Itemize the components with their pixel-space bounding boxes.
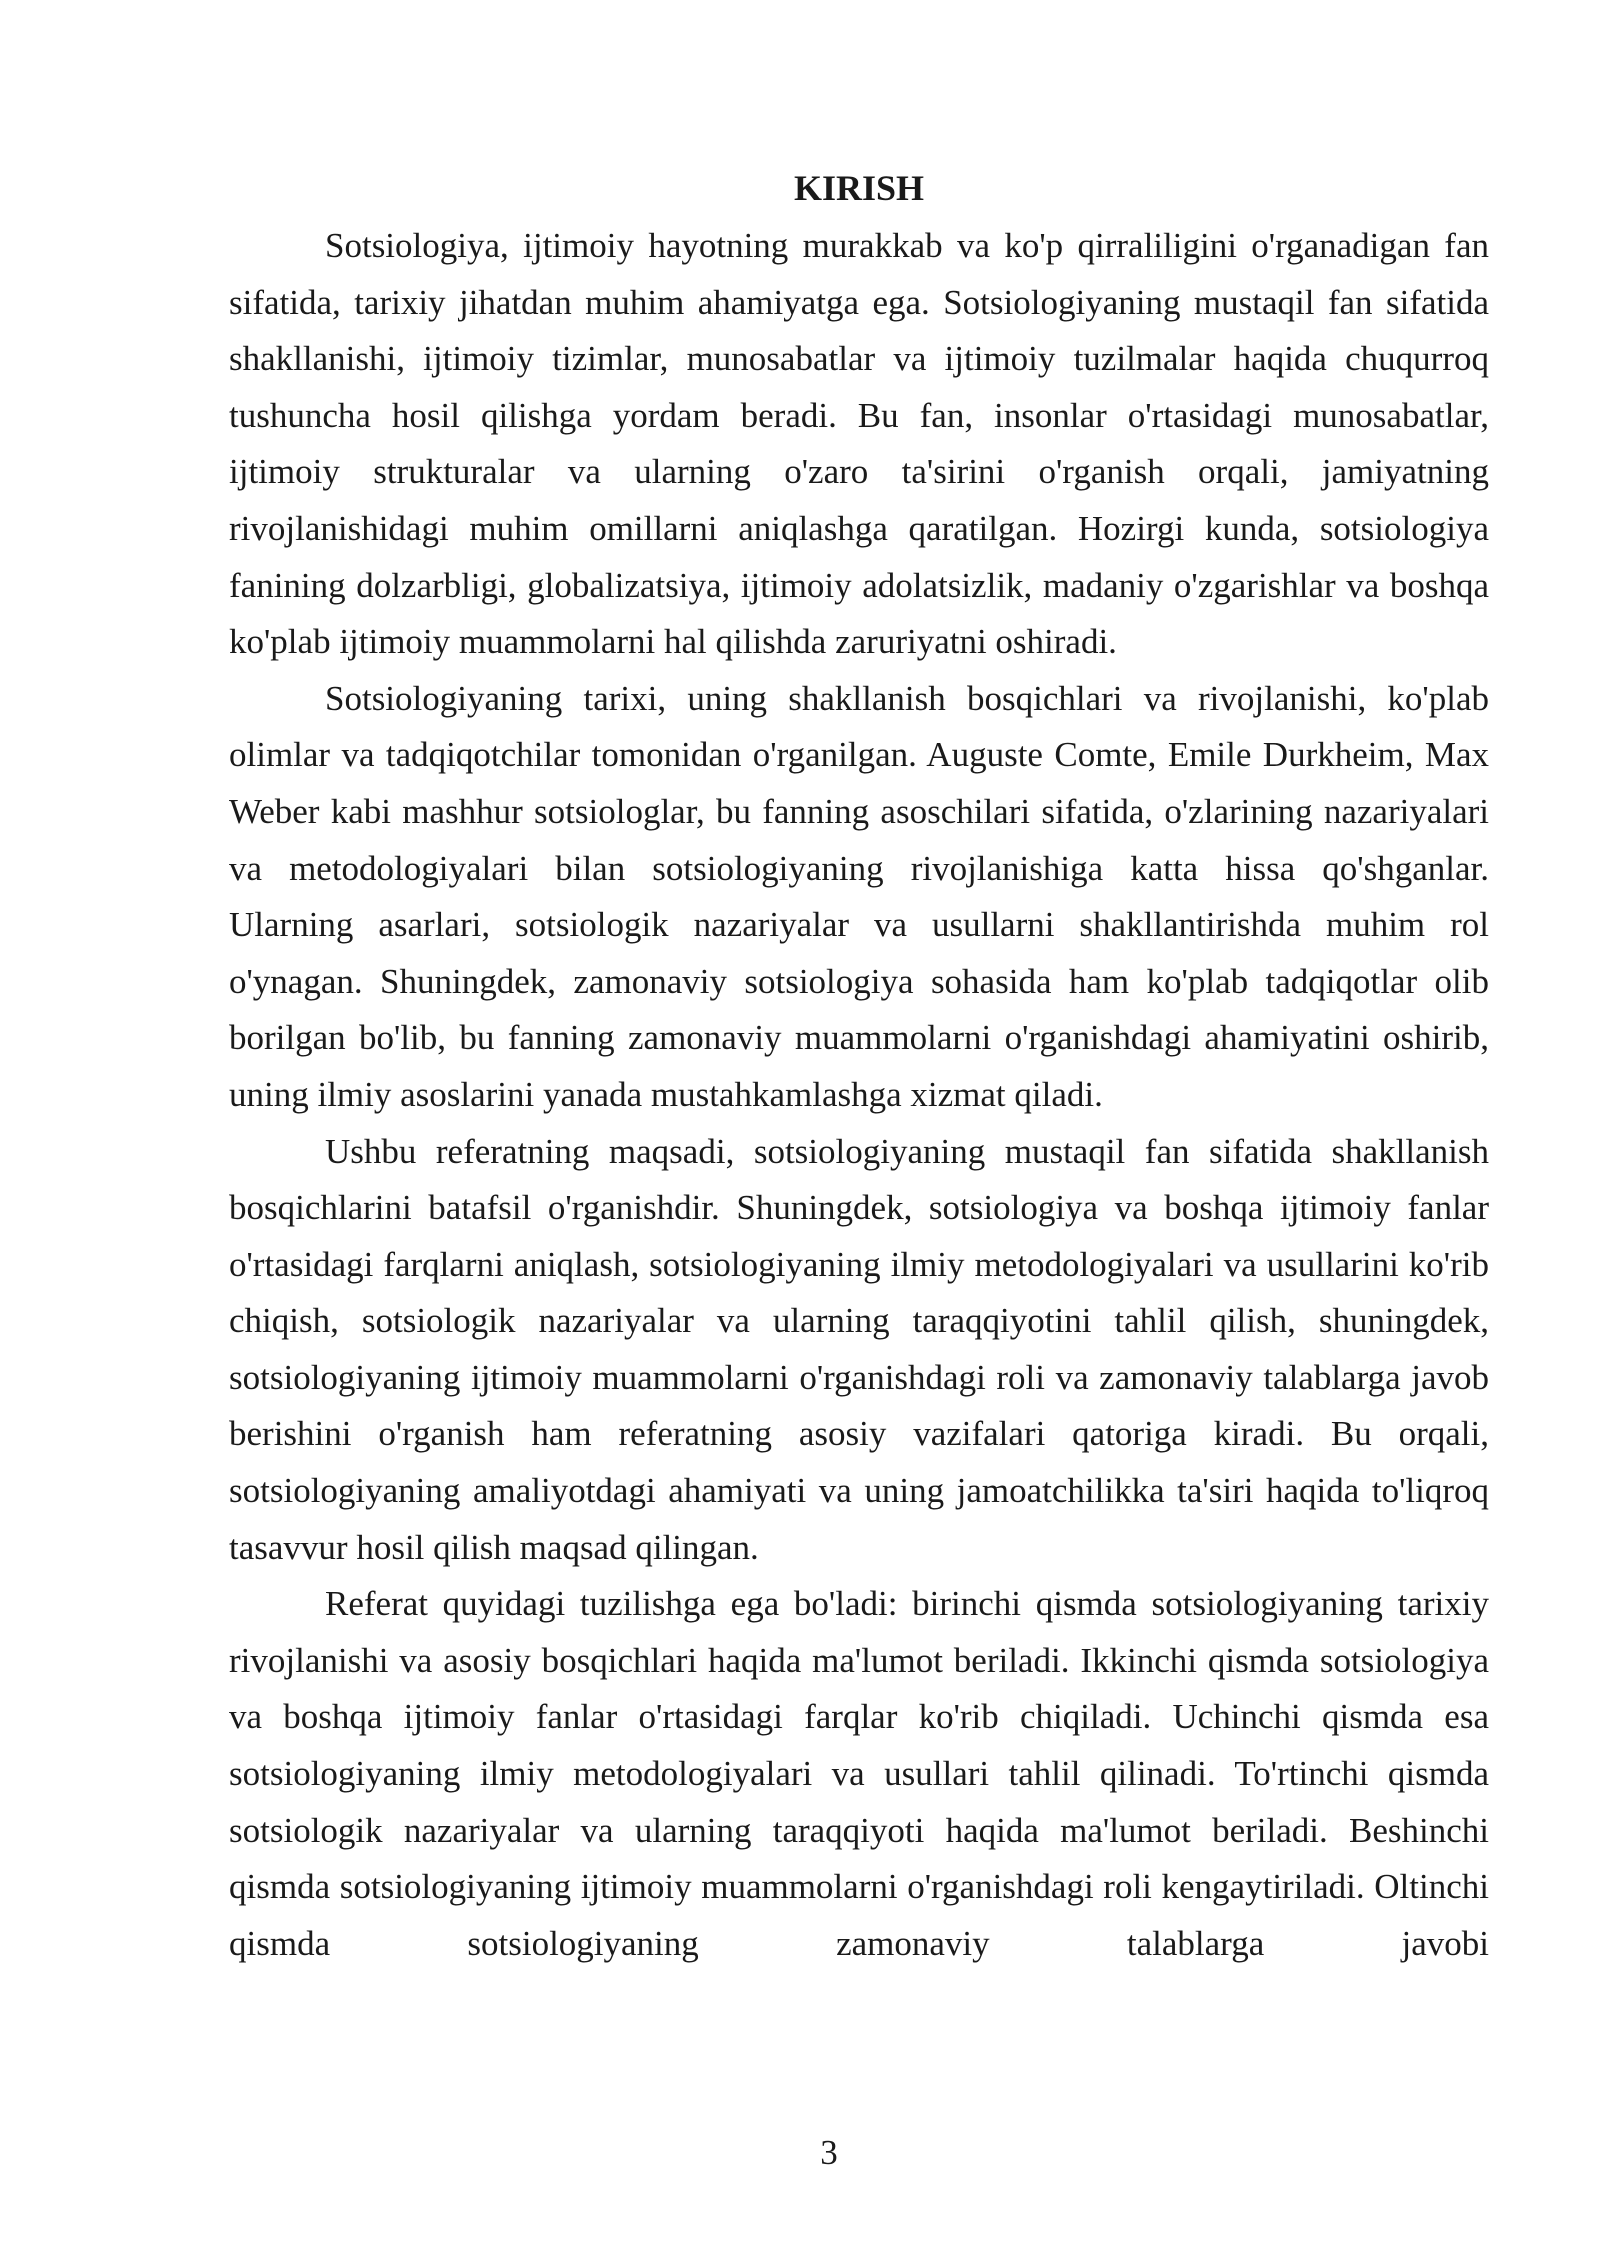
section-title: KIRISH: [793, 168, 925, 208]
paragraph-purpose: Ushbu referatning maqsadi, sotsiologiyaning mustaqil fan sifatida shakllanish bosqichlarini batafsil o'rganishdir. Shuningdek, sotsiologiya va boshqa ijtimoiy fanlar o'rtasidagi farqlarni aniqlash, sotsiologiyaning ilmiy metodologiyalari va usullarini ko'rib chiqish, sotsiologik nazariyalar va ularning taraqqiyotini tahlil qilish, shuningdek, sotsiologiyaning ijtimoiy muammolarni o'rganishdagi roli va zamonaviy talablarga javob berishini o'rganish ham referatning asosiy vazifalari qatoriga kiradi. Bu orqali, sotsiologiyaning amaliyotdagi ahamiyati va uning jamoatchilikka ta'siri haqida to'liqroq tasavvur hosil qilish maqsad qilingan.: [229, 1131, 1489, 1567]
paragraph-history: Sotsiologiyaning tarixi, uning shakllanish bosqichlari va rivojlanishi, ko'plab olimlar va tadqiqotchilar tomonidan o'rganilgan. Auguste Comte, Emile Durkheim, Max Weber kabi mashhur sotsiologlar, bu fanning asoschilari sifatida, o'zlarining nazariyalari va metodologiyalari bilan sotsiologiyaning rivojlanishiga katta hissa qo'shganlar. Ularning asarlari, sotsiologik nazariyalar va usullarni shakllantirishda muhim rol o'ynagan. Shuningdek, zamonaviy sotsiologiya sohasida ham ko'plab tadqiqotlar olib borilgan bo'lib, bu fanning zamonaviy muammolarni o'rganishdagi ahamiyatini oshirib, uning ilmiy asoslarini yanada mustahkamlashga xizmat qiladi.: [229, 678, 1489, 1114]
page-number: 3: [820, 2133, 838, 2172]
document-page: [229, 160, 1489, 1972]
paragraph-structure: Referat quyidagi tuzilishga ega bo'ladi: birinchi qismda sotsiologiyaning tarixiy rivojlanishi va asosiy bosqichlari haqida ma'lumot beriladi. Ikkinchi qismda sotsiologiya va boshqa ijtimoiy fanlar o'rtasidagi farqlar ko'rib chiqiladi. Uchinchi qismda esa sotsiologiyaning ilmiy metodologiyalari va usullari tahlil qilinadi. To'rtinchi qismda sotsiologik nazariyalar va ularning taraqqiyoti haqida ma'lumot beriladi. Beshinchi qismda sotsiologiyaning ijtimoiy muammolarni o'rganishdagi roli kengaytiriladi. Oltinchi qismda sotsiologiyaning zamonaviy talablarga javobi: [229, 1584, 1489, 1963]
paragraph-introduction: Sotsiologiya, ijtimoiy hayotning murakkab va ko'p qirraliligini o'rganadigan fan sifatida, tarixiy jihatdan muhim ahamiyatga ega. Sotsiologiyaning mustaqil fan sifatida shakllanishi, ijtimoiy tizimlar, munosabatlar va ijtimoiy tuzilmalar haqida chuqurroq tushuncha hosil qilishga yordam beradi. Bu fan, insonlar o'rtasidagi munosabatlar, ijtimoiy strukturalar va ularning o'zaro ta'sirini o'rganish orqali, jamiyatning rivojlanishidagi muhim omillarni aniqlashga qaratilgan. Hozirgi kunda, sotsiologiya fanining dolzarbligi, globalizatsiya, ijtimoiy adolatsizlik, madaniy o'zgarishlar va boshqa ko'plab ijtimoiy muammolarni hal qilishda zaruriyatni oshiradi.: [229, 226, 1489, 662]
